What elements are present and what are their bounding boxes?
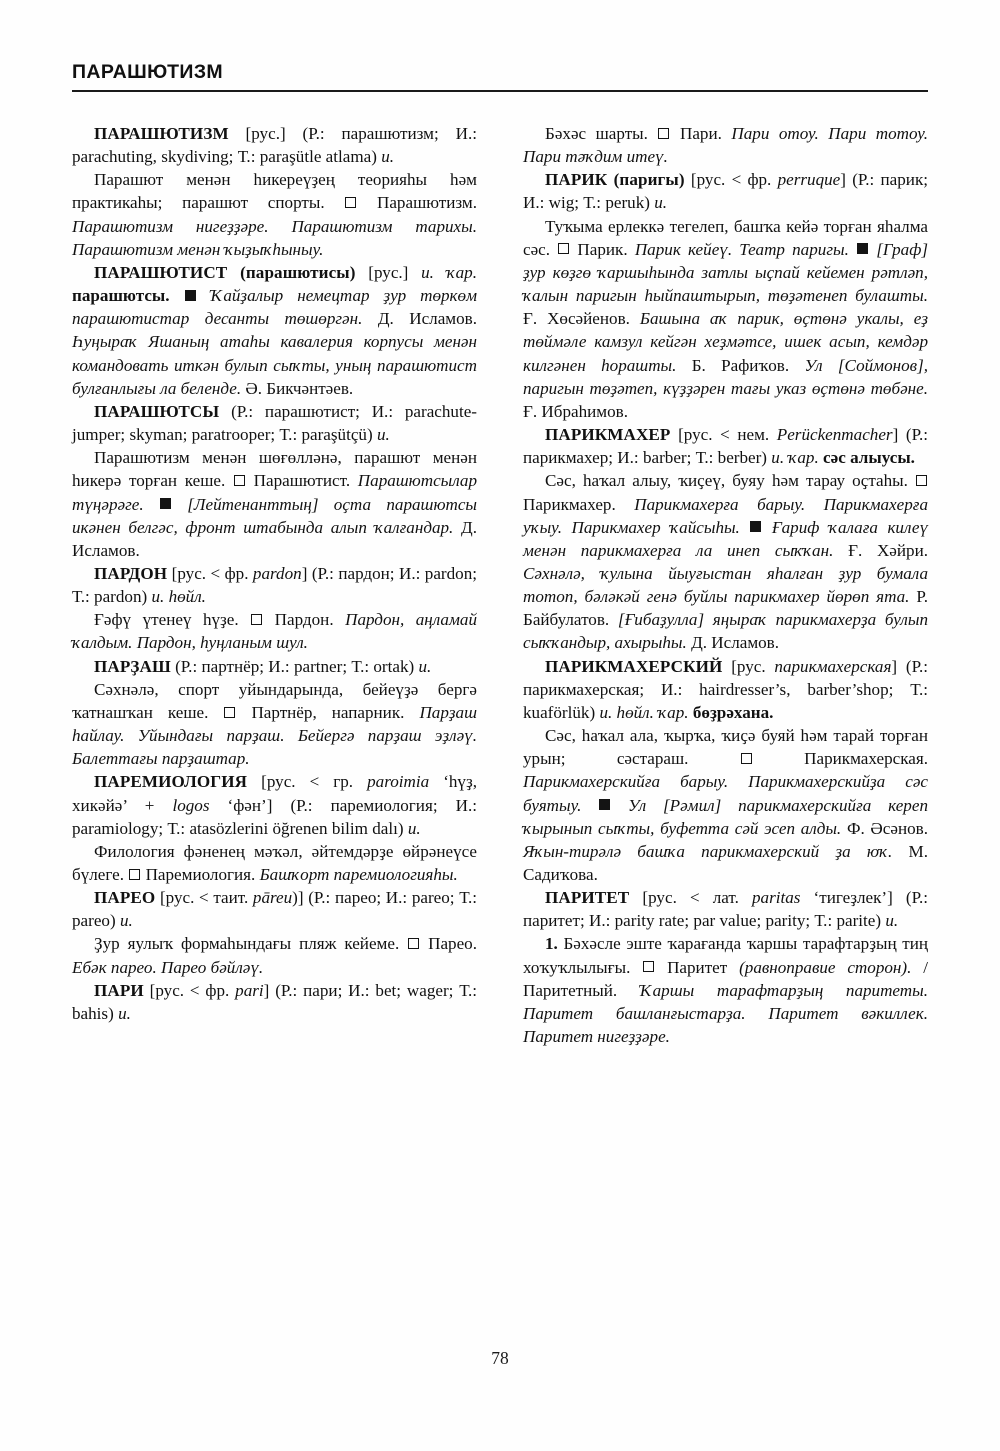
dictionary-entry xyxy=(72,886,477,932)
citation: Һуңыраҡ Яшаның атаһы кавалерия корпусы менән командовать иткән булып сыҡты, уның парашютист булғанлығы ла беленде. xyxy=(72,332,477,398)
headword: ПАРЕМИОЛОГИЯ xyxy=(94,772,248,792)
definition: Сәс, һаҡал ала, ҡырҡа, ҡиҫә буяй һәм тарай торған урын; сәстараш. xyxy=(523,726,928,769)
dictionary-entry xyxy=(72,655,477,678)
equivalents: (Р.: парашютизм; И.: parachuting, skydiving; Т.: paraşütle atlama) xyxy=(72,124,477,167)
examples: Башҡорт паремиологияһы. xyxy=(259,865,458,884)
citation-source: Ғ. Хәйри. xyxy=(848,540,928,560)
etymology-prefix: [рус. < лат. xyxy=(642,888,752,908)
russian-gloss: Парикмахер. xyxy=(523,494,616,514)
etymology-suffix: ] xyxy=(840,170,846,190)
cross-reference: бөҙрәхана. xyxy=(692,702,774,722)
entry-definition-block xyxy=(523,122,928,168)
etymology-source: paritas xyxy=(751,888,801,908)
etymology-suffix: ] xyxy=(891,656,898,676)
examples: Парҙаш һайлау. Уйындағы парҙаш. Бейергә парҙаш эҙләү. Балеттағы парҙаштар. xyxy=(72,702,478,769)
equivalents: (Р.: парикмахер; И.: barber; Т.: berber) xyxy=(523,425,928,468)
definition: Филология фәненең мәҡәл, әйтемдәрҙе өйрәнеүсе бүлеге. xyxy=(72,841,477,884)
examples: Пари отоу. Пари тотоу. Пари тәҡдим итеү. xyxy=(523,124,928,167)
grammar-label: и. ҡар. xyxy=(771,448,819,468)
open-square-marker-icon xyxy=(643,961,654,972)
etymology-suffix: ] xyxy=(892,425,899,445)
citation-source: Б. Рафиҡов. xyxy=(691,355,790,375)
examples: Парашютсылар түңәрәге. xyxy=(72,471,478,514)
dictionary-entry xyxy=(523,886,928,932)
dictionary-entry xyxy=(72,261,477,400)
etymology-source: pāreu xyxy=(252,888,293,908)
definition: Бәхәсле эште ҡарағанда ҡаршы тарафтарҙың тиң хоҡуҡлылығы. xyxy=(523,934,928,977)
etymology-source: pari xyxy=(235,980,264,1000)
grammar-label: и. xyxy=(376,425,390,445)
citation: [Лейтенанттың] оҫта парашютсы икәнен белгәс, фронт штабында алып ҡалғандар. xyxy=(72,494,477,537)
citation: Сәхнәлә, ҡулына йыуғыстан яһалған ҙур бумала тотоп, бәләкәй генә буйлы парикмахер йөрөп ята. xyxy=(523,563,928,607)
open-square-marker-icon xyxy=(345,197,356,208)
etymology-prefix: [рус. < таит. xyxy=(159,888,253,908)
open-square-marker-icon xyxy=(234,475,245,486)
cross-reference: сәс алыусы. xyxy=(823,448,915,468)
grammar-label: и. xyxy=(407,818,421,838)
definition: Парашют менән һикереүҙең теорияһы һәм практикаһы; парашют спорты. xyxy=(72,170,477,213)
grammar-label: и. xyxy=(885,911,899,931)
citation-source: Ғ. Ибраһимов. xyxy=(523,401,629,421)
entry-definition-block xyxy=(72,168,477,261)
definition: Сәхнәлә, спорт уйындарында, бейеүҙә бергә ҡатнашҡан кеше. xyxy=(72,679,477,722)
headword: ПАРАШЮТИЗМ xyxy=(94,124,229,143)
citation: [Ғибаҙулла] яңыраҡ парикмахерҙа булып сыҡҡандыр, ахырыһы. xyxy=(523,610,928,653)
open-square-marker-icon xyxy=(916,475,927,486)
russian-gloss-parenthetical: (равноправие сторон). xyxy=(739,957,912,977)
headword: ПАРИК (паригы) xyxy=(545,170,685,190)
cross-reference: парашютсы. xyxy=(72,286,170,306)
russian-gloss: Парикмахерская. xyxy=(804,749,928,769)
open-square-marker-icon xyxy=(129,869,140,880)
russian-gloss: Парашютизм. xyxy=(377,193,477,213)
etymology-suffix: ] xyxy=(301,563,308,583)
definition: Парашютизм менән шөғөлләнә, парашют менән һикерә торған кеше. xyxy=(72,448,477,491)
russian-gloss: Пари. xyxy=(679,124,722,143)
left-column xyxy=(72,122,477,1322)
dictionary-entry xyxy=(523,423,928,469)
grammar-label: и. xyxy=(654,193,668,213)
columns-container xyxy=(72,122,928,1322)
filled-square-marker-icon xyxy=(857,243,868,254)
entry-definition-block xyxy=(72,932,477,978)
etymology-suffix: )] xyxy=(292,888,304,908)
dictionary-entry xyxy=(72,562,477,608)
entry-definition-block xyxy=(72,840,477,886)
grammar-label: и. һөйл. xyxy=(151,587,206,607)
etymology-suffix: ] xyxy=(263,980,270,1000)
headword: ПАРИ xyxy=(94,980,144,1000)
citation-source: Ф. Әсәнов. xyxy=(846,818,928,838)
citation: Башына аҡ парик, өҫтөнә укалы, еҙ төймәле камзул кейгән хеҙмәтсе, ишек асып, кемдәр килгәнен һорашты. xyxy=(523,309,928,375)
filled-square-marker-icon xyxy=(160,498,171,509)
examples: Пардон, аңламай ҡалдым. Пардон, һуңланым шул. xyxy=(72,610,477,653)
dictionary-entry xyxy=(523,168,928,214)
citation: Ул [Рәмил] парикмахерскийға кереп ҡырынып сыҡты, буфетта сәй эсеп алды. xyxy=(523,795,928,838)
examples: Парашютизм нигеҙҙәре. Парашютизм тарихы. Парашютизм менән ҡыҙыҡһыныу. xyxy=(72,216,477,259)
citation-source: Ә. Бикчәнтәев. xyxy=(245,378,354,398)
etymology-prefix: [рус. < фр. xyxy=(171,563,253,583)
entry-definition-block xyxy=(72,608,477,654)
dictionary-entry xyxy=(523,655,928,724)
russian-gloss: Паритетный. xyxy=(523,980,618,1000)
citation-source: Д. Исламов. xyxy=(691,633,780,653)
equivalents: (Р.: пардон; И.: pardon; Т.: pardon) xyxy=(72,563,477,607)
russian-gloss: Парео. xyxy=(428,934,477,954)
page-number: 78 xyxy=(491,1348,509,1368)
definition: Ҙур яулыҡ формаһындағы пляж кейеме. xyxy=(94,934,400,954)
entry-sense-block xyxy=(523,932,928,1048)
etymology-source: perruque xyxy=(777,170,841,190)
etymology-prefix: [рус. < фр. xyxy=(690,170,778,190)
etymology-source: Perückenmacher xyxy=(776,425,893,445)
citation-source: Р. Байбулатов. xyxy=(523,587,928,630)
russian-gloss: Пардон. xyxy=(274,610,334,630)
open-square-marker-icon xyxy=(224,707,235,718)
page-header xyxy=(72,62,928,92)
headword: ПАРИКМАХЕР xyxy=(545,425,671,445)
etymology-prefix: [рус. < фр. xyxy=(149,980,236,1000)
definition: Сәс, һаҡал алыу, ҡиҫеү, буяу һәм тарау оҫтаһы. xyxy=(545,471,908,491)
russian-gloss: Паритет xyxy=(667,957,728,977)
etymology: [рус.] xyxy=(368,262,409,282)
grammar-label: и. һөйл. ҡар. xyxy=(599,702,689,722)
grammar-label: и. xyxy=(118,1003,131,1023)
headword: ПАРАШЮТИСТ (парашютисы) xyxy=(94,262,356,282)
examples: Парикмахерға барыу. Парикмахерға уҡыу. Парикмахер ҡайсыһы. xyxy=(523,494,928,537)
definition: Туҡыма ерлеккә тегелеп, башҡа кейә торған яһалма сәс. xyxy=(523,216,928,259)
etymology-source: pardon xyxy=(252,563,302,583)
definition: Бәхәс шарты. xyxy=(545,124,648,143)
etymology-prefix: [рус. < гр. xyxy=(261,772,368,792)
open-square-marker-icon xyxy=(558,243,569,254)
dictionary-entry xyxy=(72,770,477,839)
open-square-marker-icon xyxy=(741,753,752,764)
right-column xyxy=(523,122,928,1322)
grammar-label: и. xyxy=(119,911,133,931)
equivalents: (Р.: парашютист; И.: parachute-jumper; skyman; paratrooper; Т.: paraşütçü) xyxy=(72,401,477,445)
etymology-source: logos xyxy=(172,795,210,815)
examples: Парик кейеү. Театр паригы. xyxy=(634,239,849,259)
etymology-prefix: [рус. < нем. xyxy=(678,425,777,445)
filled-square-marker-icon xyxy=(750,521,761,532)
headword: ПАРҘАШ xyxy=(94,656,171,676)
entry-definition-block xyxy=(523,724,928,886)
filled-square-marker-icon xyxy=(185,290,196,301)
etymology-gloss: ‘һүҙ, хикәйә’ + xyxy=(72,772,478,815)
equivalents: (Р.: партнёр; И.: partner; Т.: ortak) xyxy=(175,656,415,676)
entry-definition-block xyxy=(523,215,928,423)
open-square-marker-icon xyxy=(658,128,669,139)
filled-square-marker-icon xyxy=(599,799,610,810)
citation: Яҡын-тирәлә башҡа парикмахерский ҙа юҡ. xyxy=(523,841,893,861)
examples: Парикмахерскийға барыу. Парикмахерскийҙа сәс буятыу. xyxy=(523,772,928,815)
running-head: ПАРАШЮТИЗМ xyxy=(72,61,224,83)
etymology-suffix: ‘тигеҙлек’] xyxy=(800,888,893,908)
headword: ПАРИТЕТ xyxy=(545,888,630,908)
equivalents: (Р.: пари; И.: bet; wager; Т.: bahis) xyxy=(72,980,477,1023)
etymology-suffix: ‘фән’] xyxy=(209,795,273,815)
headword: ПАРЕО xyxy=(94,888,156,908)
headword: ПАРИКМАХЕРСКИЙ xyxy=(545,656,723,676)
entry-definition-block xyxy=(72,678,477,771)
equivalents: (Р.: парикмахерская; И.: hairdresser’s, barber’shop; Т.: kuaförlük) xyxy=(523,656,929,722)
dictionary-entry xyxy=(72,122,477,168)
russian-gloss: Парашютист. xyxy=(253,471,351,491)
equivalents: (Р.: паремиология; И.: paramiology; Т.: atasözlerini öğrenen bilim dalı) xyxy=(72,795,477,838)
entry-definition-block xyxy=(72,446,477,562)
citation: Ҡайҙалыр немецтар ҙур төркөм парашютистар десанты төшөргән. xyxy=(72,286,477,329)
sense-separator: / xyxy=(923,957,928,977)
dictionary-entry xyxy=(72,979,477,1025)
headword: ПАРДОН xyxy=(94,563,168,583)
citation: [Граф] ҙур көҙгө ҡаршыһында затлы ыҫпай кейемен рәтләп, ҡалын паригын һыйпаштырып, төҙәтенеп булашты. xyxy=(523,239,929,306)
grammar-label: и. xyxy=(381,147,395,167)
russian-gloss: Парик. xyxy=(577,239,628,259)
citation-source: Д. Исламов. xyxy=(72,517,477,560)
examples: Ҡаршы тарафтарҙың паритеты. Паритет башланғыстарҙа. Паритет вәкиллек. Паритет нигеҙҙәре. xyxy=(523,980,928,1047)
grammar-label: и. xyxy=(418,656,432,676)
russian-gloss: Партнёр, напарник. xyxy=(251,702,405,722)
citation-source: Ғ. Хөсәйенов. xyxy=(523,309,630,329)
entry-definition-block xyxy=(523,469,928,654)
citation: Ул [Соймонов], паригын төҙәтеп, күҙҙәрен тағы указ өҫтөнә төбәне. xyxy=(523,355,928,398)
etymology-prefix: [рус. xyxy=(731,656,775,676)
equivalents: (Р.: парео; И.: pareo; Т.: pareo) xyxy=(72,888,477,931)
etymology: [рус.] xyxy=(245,124,286,143)
header-rule xyxy=(72,90,928,92)
headword: ПАРАШЮТСЫ xyxy=(94,401,220,421)
equivalents: (Р.: паритет; И.: parity rate; par value; parity; Т.: parite) xyxy=(523,888,928,931)
etymology-source: paroimia xyxy=(367,772,430,792)
grammar-label: и. xyxy=(421,262,434,282)
russian-gloss: Паремиология. xyxy=(145,865,256,884)
definition: Ғәфү үтенеү һүҙе. xyxy=(94,610,239,630)
cross-ref-label: ҡар. xyxy=(446,262,478,282)
dictionary-entry xyxy=(72,400,477,446)
citation-source: Д. Исламов. xyxy=(377,309,477,329)
etymology-source: парикмахерская xyxy=(774,656,892,676)
citation: Ғариф ҡалаға килеү менән парикмахерға ла инеп сыҡҡан. xyxy=(523,517,928,560)
open-square-marker-icon xyxy=(408,938,419,949)
open-square-marker-icon xyxy=(251,614,262,625)
citation-source: М. Садиҡова. xyxy=(523,841,928,884)
examples: Ебәк парео. Парео бәйләү. xyxy=(72,957,264,977)
sense-number: 1. xyxy=(545,934,558,954)
equivalents: (Р.: парик; И.: wig; Т.: peruk) xyxy=(523,170,929,213)
